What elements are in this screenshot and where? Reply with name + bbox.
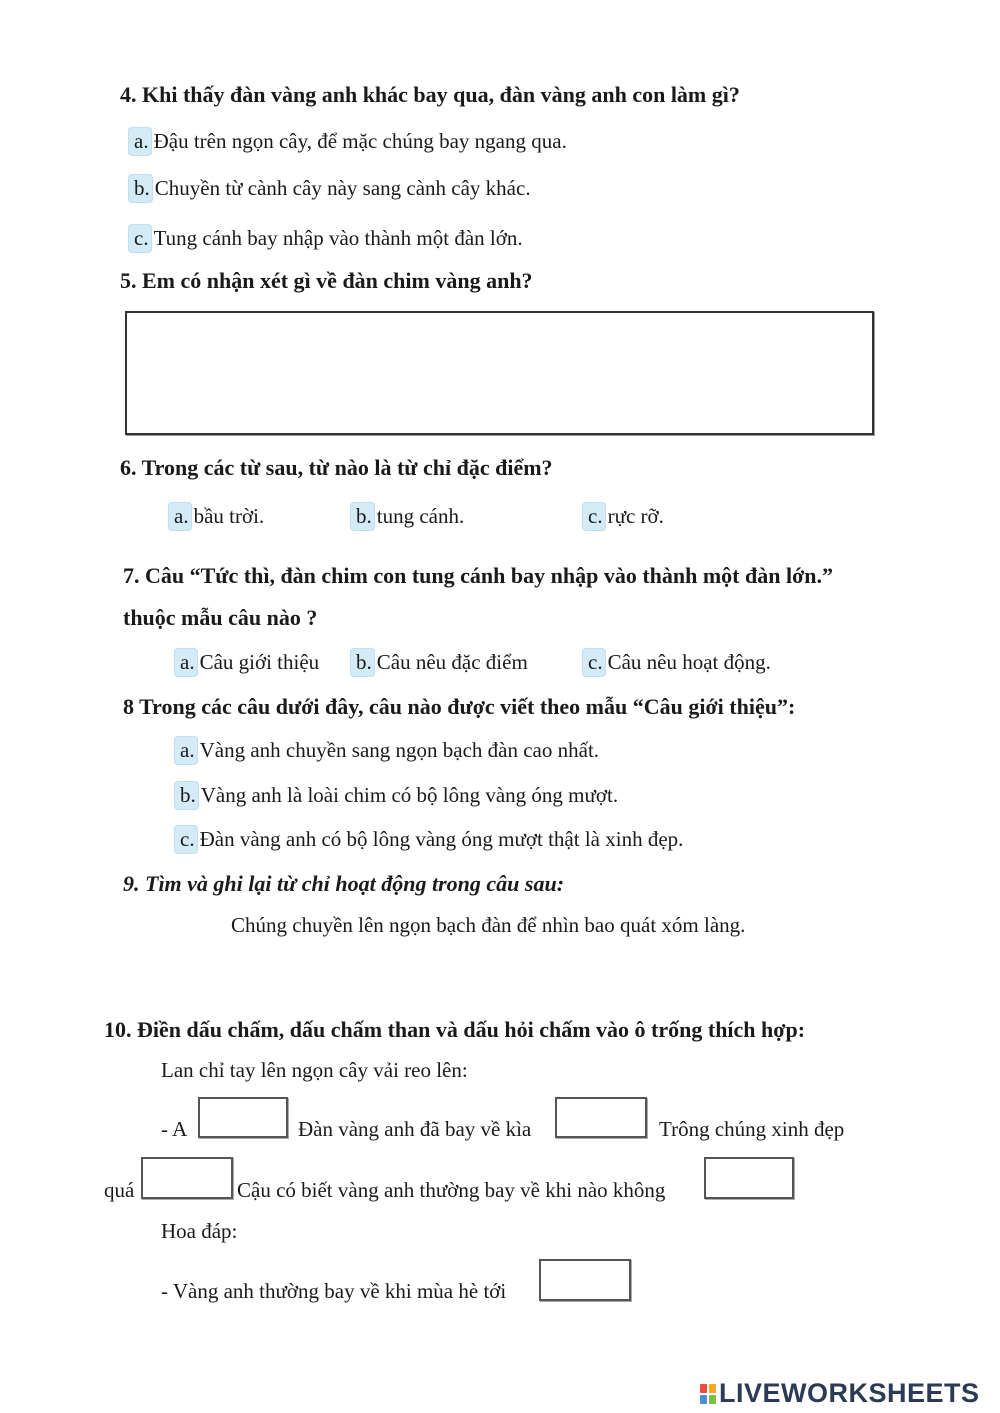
q7-option-a[interactable] [174, 648, 319, 677]
q8-option-b[interactable] [174, 781, 618, 810]
q8-option-c-checkbox[interactable]: c. [174, 825, 198, 854]
q10-line2-middle: Cậu có biết vàng anh thường bay về khi nào không [237, 1178, 666, 1202]
q6-option-b[interactable] [350, 502, 464, 531]
liveworksheets-logo [700, 1378, 980, 1409]
question-4-title: 4. Khi thấy đàn vàng anh khác bay qua, đàn vàng anh con làm gì? [120, 82, 740, 107]
q6-option-b-text: tung cánh. [376, 504, 465, 528]
question-9-title: 9. Tìm và ghi lại từ chỉ hoạt động trong câu sau: [123, 871, 565, 896]
q7-option-c-text: Câu nêu hoạt động. [607, 650, 771, 674]
q6-option-a-text: bầu trời. [193, 504, 265, 528]
q10-line1-middle: Đàn vàng anh đã bay về kìa [298, 1117, 532, 1141]
q10-blank-3[interactable] [141, 1157, 233, 1199]
q4-option-a-text: Đậu trên ngọn cây, để mặc chúng bay ngang qua. [153, 129, 567, 153]
q8-option-a-text: Vàng anh chuyền sang ngọn bạch đàn cao nhất. [199, 738, 600, 762]
question-7-title-line2: thuộc mẫu câu nào ? [123, 605, 318, 630]
q10-reply-label: Hoa đáp: [161, 1219, 238, 1243]
q8-option-a-checkbox[interactable]: a. [174, 736, 198, 765]
q4-option-b-text: Chuyền từ cành cây này sang cành cây khác. [154, 176, 531, 200]
q8-option-b-text: Vàng anh là loài chim có bộ lông vàng óng mượt. [200, 783, 619, 807]
q6-option-c-text: rực rỡ. [607, 504, 664, 528]
q5-answer-box[interactable] [125, 311, 874, 435]
q10-blank-5[interactable] [539, 1259, 631, 1301]
q10-line3: - Vàng anh thường bay về khi mùa hè tới [161, 1279, 507, 1303]
q8-option-c-text: Đàn vàng anh có bộ lông vàng óng mượt thật là xinh đẹp. [199, 827, 684, 851]
q10-line2-start: quá [104, 1178, 135, 1202]
question-10-title: 10. Điền dấu chấm, dấu chấm than và dấu hỏi chấm vào ô trống thích hợp: [104, 1017, 806, 1042]
q4-option-b[interactable] [128, 174, 531, 203]
q9-sentence: Chúng chuyền lên ngọn bạch đàn để nhìn bao quát xóm làng. [231, 913, 746, 937]
q7-option-b[interactable] [350, 648, 528, 677]
q8-option-a[interactable] [174, 736, 599, 765]
q4-option-c-text: Tung cánh bay nhập vào thành một đàn lớn. [153, 226, 523, 250]
q4-option-c[interactable] [128, 224, 523, 253]
q10-blank-4[interactable] [704, 1157, 794, 1199]
q8-option-b-checkbox[interactable]: b. [174, 781, 199, 810]
q4-option-b-checkbox[interactable]: b. [128, 174, 153, 203]
q6-option-a[interactable] [168, 502, 264, 531]
q10-blank-2[interactable] [555, 1097, 647, 1138]
q10-blank-1[interactable] [198, 1097, 288, 1138]
liveworksheets-logo-text: LIVEWORKSHEETS [719, 1378, 980, 1408]
q6-option-b-checkbox[interactable]: b. [350, 502, 375, 531]
question-6-title: 6. Trong các từ sau, từ nào là từ chỉ đặc điểm? [120, 455, 553, 480]
q4-option-c-checkbox[interactable]: c. [128, 224, 152, 253]
q4-option-a-checkbox[interactable]: a. [128, 127, 152, 156]
q7-option-c[interactable] [582, 648, 771, 677]
q7-option-c-checkbox[interactable]: c. [582, 648, 606, 677]
question-8-title: 8 Trong các câu dưới đây, câu nào được viết theo mẫu “Câu giới thiệu”: [123, 694, 796, 719]
q6-option-c[interactable] [582, 502, 664, 531]
q8-option-c[interactable] [174, 825, 683, 854]
question-5-title: 5. Em có nhận xét gì về đàn chim vàng anh? [120, 268, 533, 293]
q10-line1-end: Trông chúng xinh đẹp [659, 1117, 845, 1141]
q10-intro: Lan chỉ tay lên ngọn cây vải reo lên: [161, 1058, 468, 1082]
q4-option-a[interactable] [128, 127, 567, 156]
q10-line1-start: - A [161, 1117, 188, 1141]
q6-option-a-checkbox[interactable]: a. [168, 502, 192, 531]
q7-option-b-text: Câu nêu đặc điểm [376, 650, 528, 674]
q7-option-b-checkbox[interactable]: b. [350, 648, 375, 677]
q7-option-a-checkbox[interactable]: a. [174, 648, 198, 677]
liveworksheets-logo-icon [700, 1384, 716, 1404]
question-7-title-line1: 7. Câu “Tức thì, đàn chim con tung cánh bay nhập vào thành một đàn lớn.” [123, 563, 834, 588]
q7-option-a-text: Câu giới thiệu [199, 650, 320, 674]
q6-option-c-checkbox[interactable]: c. [582, 502, 606, 531]
